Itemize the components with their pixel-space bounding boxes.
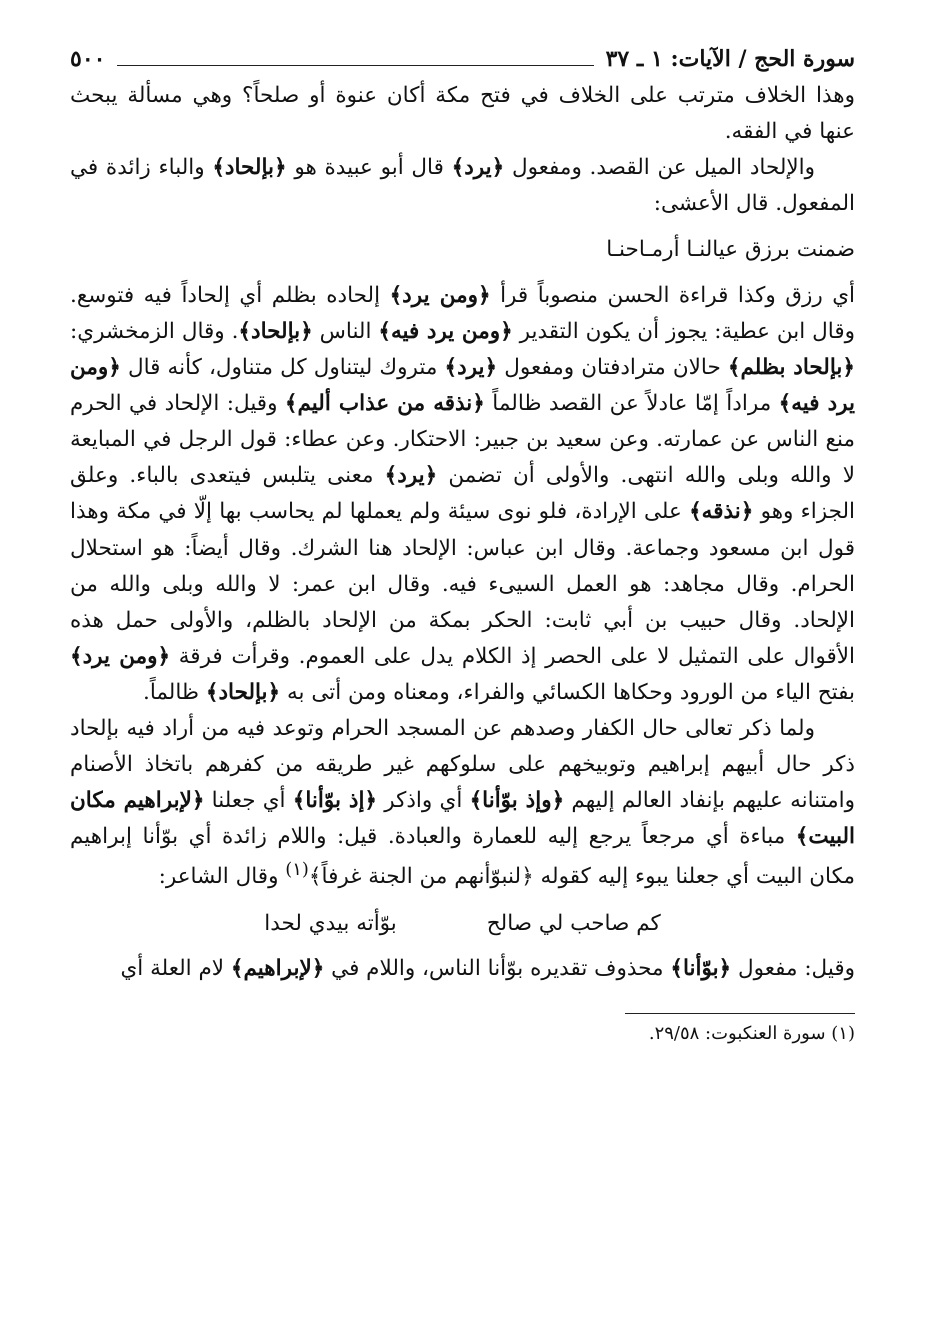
quran-quote: ﴿ومن يرد فيه﴾ xyxy=(70,354,855,417)
quran-quote: ﴿بوّأنا﴾ xyxy=(670,956,732,982)
footnote-marker: (١) xyxy=(285,859,309,881)
header-rule xyxy=(117,65,593,66)
body-text xyxy=(70,78,855,987)
quran-quote: ﴿نذقه من عذاب أليم﴾ xyxy=(284,391,485,417)
quran-quote: ﴿ومن يرد﴾ xyxy=(70,643,171,669)
quran-quote: ﴿وإذ بوّأنا﴾ xyxy=(469,788,565,814)
document-page xyxy=(70,40,855,1320)
paragraph-2: والإلحاد الميل عن القصد. ومفعول ﴿يرد﴾ قال أبو عبيدة هو ﴿بإلحاد﴾ والباء زائدة في المفعول. قال الأعشى: xyxy=(70,155,855,217)
quran-quote: ﴿بإلحاد﴾ xyxy=(205,679,281,705)
paragraph-5: وقيل: مفعول ﴿بوّأنا﴾ محذوف تقديره بوّأنا الناس، واللام في ﴿لإبراهيم﴾ لام العلة أي xyxy=(120,956,855,982)
page-header xyxy=(70,40,855,78)
quran-quote: ﴿بإلحاد بظلم﴾ xyxy=(727,354,855,380)
quran-quote: ﴿لإبراهيم﴾ xyxy=(230,956,325,982)
quran-quote: ﴿نذقه﴾ xyxy=(689,499,754,525)
quran-quote: ﴿يرد﴾ xyxy=(451,155,505,181)
footnote: (١) سورة العنكبوت: ٢٩/٥٨. xyxy=(648,1023,855,1045)
footnote-rule xyxy=(625,1013,855,1014)
paragraph-1: وهذا الخلاف مترتب على الخلاف في فتح مكة أكان عنوة أو صلحاً؟ وهي مسألة يبحث عنها في الفقه. xyxy=(70,83,855,145)
poetry-verse-1: ضمنت برزق عيالنـا أرمـاحنـا xyxy=(606,237,855,263)
poetry-verse-2 xyxy=(70,900,855,947)
quran-quote: ﴿بإلحاد﴾ xyxy=(212,155,287,181)
running-title: سورة الحج / الآيات: ١ ـ ٣٧ xyxy=(605,46,855,72)
quran-quote: ﴿ومن يرد فيه﴾ xyxy=(378,318,513,344)
quran-quote: ﴿إذ بوّأنا﴾ xyxy=(292,788,378,814)
quran-quote: ﴿لنبوّأنهم من الجنة غرفاً﴾ xyxy=(308,864,534,890)
quran-quote: ﴿يرد﴾ xyxy=(444,354,498,380)
page-number: ٥٠٠ xyxy=(70,46,106,72)
verse-hemistich-1: كم صاحب لي صالح xyxy=(486,910,661,936)
quran-quote: ﴿لإبراهيم مكان البيت﴾ xyxy=(70,788,855,850)
paragraph-3: أي رزق وكذا قراءة الحسن منصوباً قرأ ﴿ومن يرد﴾ إلحاده بظلم أي إلحاداً فيه فتوسع. وقال ابن عطية: يجوز أن يكون التقدير ﴿ومن يرد فيه﴾ الناس ﴿بإلحاد﴾. وقال الزمخشري: ﴿بإلحاد بظلم﴾ حالان مترادفتان ومفعول ﴿يرد﴾ متروك ليتناول كل متناول، كأنه قال ﴿ومن يرد فيه﴾ مراداً إمّا عادلاً عن القصد ظالماً ﴿نذقه من عذاب أليم﴾ وقيل: الإلحاد في الحرم منع الناس عن عمارته. وعن سعيد بن جبير: الاحتكار. وعن عطاء: قول الرجل في المبايعة لا والله وبلى والله انتهى. والأولى أن تضمن ﴿يرد﴾ معنى يتلبس فيتعدى بالباء. وعلق الجزاء وهو ﴿نذقه﴾ على الإرادة، فلو نوى سيئة ولم يعملها لم يحاسب بها إلّا في مكة وهذا قول ابن مسعود وجماعة. وقال ابن عباس: الإلحاد هنا الشرك. وقال أيضاً: هو استحلال الحرام. وقال مجاهد: هو العمل السيىء فيه. وقال ابن عمر: لا والله وبلى والله من الإلحاد. وقال حبيب بن أبي ثابت: الحكر بمكة من الإلحاد بالظلم، والأولى حمل هذه الأقوال على التمثيل لا على الحصر إذ الكلام يدل على العموم. وقرأت فرقة ﴿ومن يرد﴾ بفتح الياء من الورود وحكاها الكسائي والفراء، ومعناه ومن أتى به ﴿بإلحاد﴾ ظالماً. xyxy=(70,282,856,705)
verse-hemistich-2: بوّأته بيدي لحدا xyxy=(264,910,397,936)
quran-quote: ﴿بإلحاد﴾ xyxy=(238,318,313,344)
paragraph-4: ولما ذكر تعالى حال الكفار وصدهم عن المسجد الحرام وتوعد فيه من أراد فيه بإلحاد ذكر حال أبيهم إبراهيم وتوبيخهم على سلوكهم غير طريقه من كفرهم باتخاذ الأصنام وامتنانه عليهم بإنفاد العالم إليهم ﴿وإذ بوّأنا﴾ أي واذكر ﴿إذ بوّأنا﴾ أي جعلنا ﴿لإبراهيم مكان البيت﴾ مباءة أي مرجعاً يرجع إليه للعمارة والعبادة. قيل: واللام زائدة أي بوّأنا إبراهيم مكان البيت أي جعلنا يبوء إليه كقوله ﴿لنبوّأنهم من الجنة غرفاً﴾$^{(١)}$ وقال الشاعر: xyxy=(70,716,855,890)
quran-quote: ﴿ومن يرد﴾ xyxy=(389,282,491,308)
quran-quote: ﴿يرد﴾ xyxy=(384,463,438,489)
